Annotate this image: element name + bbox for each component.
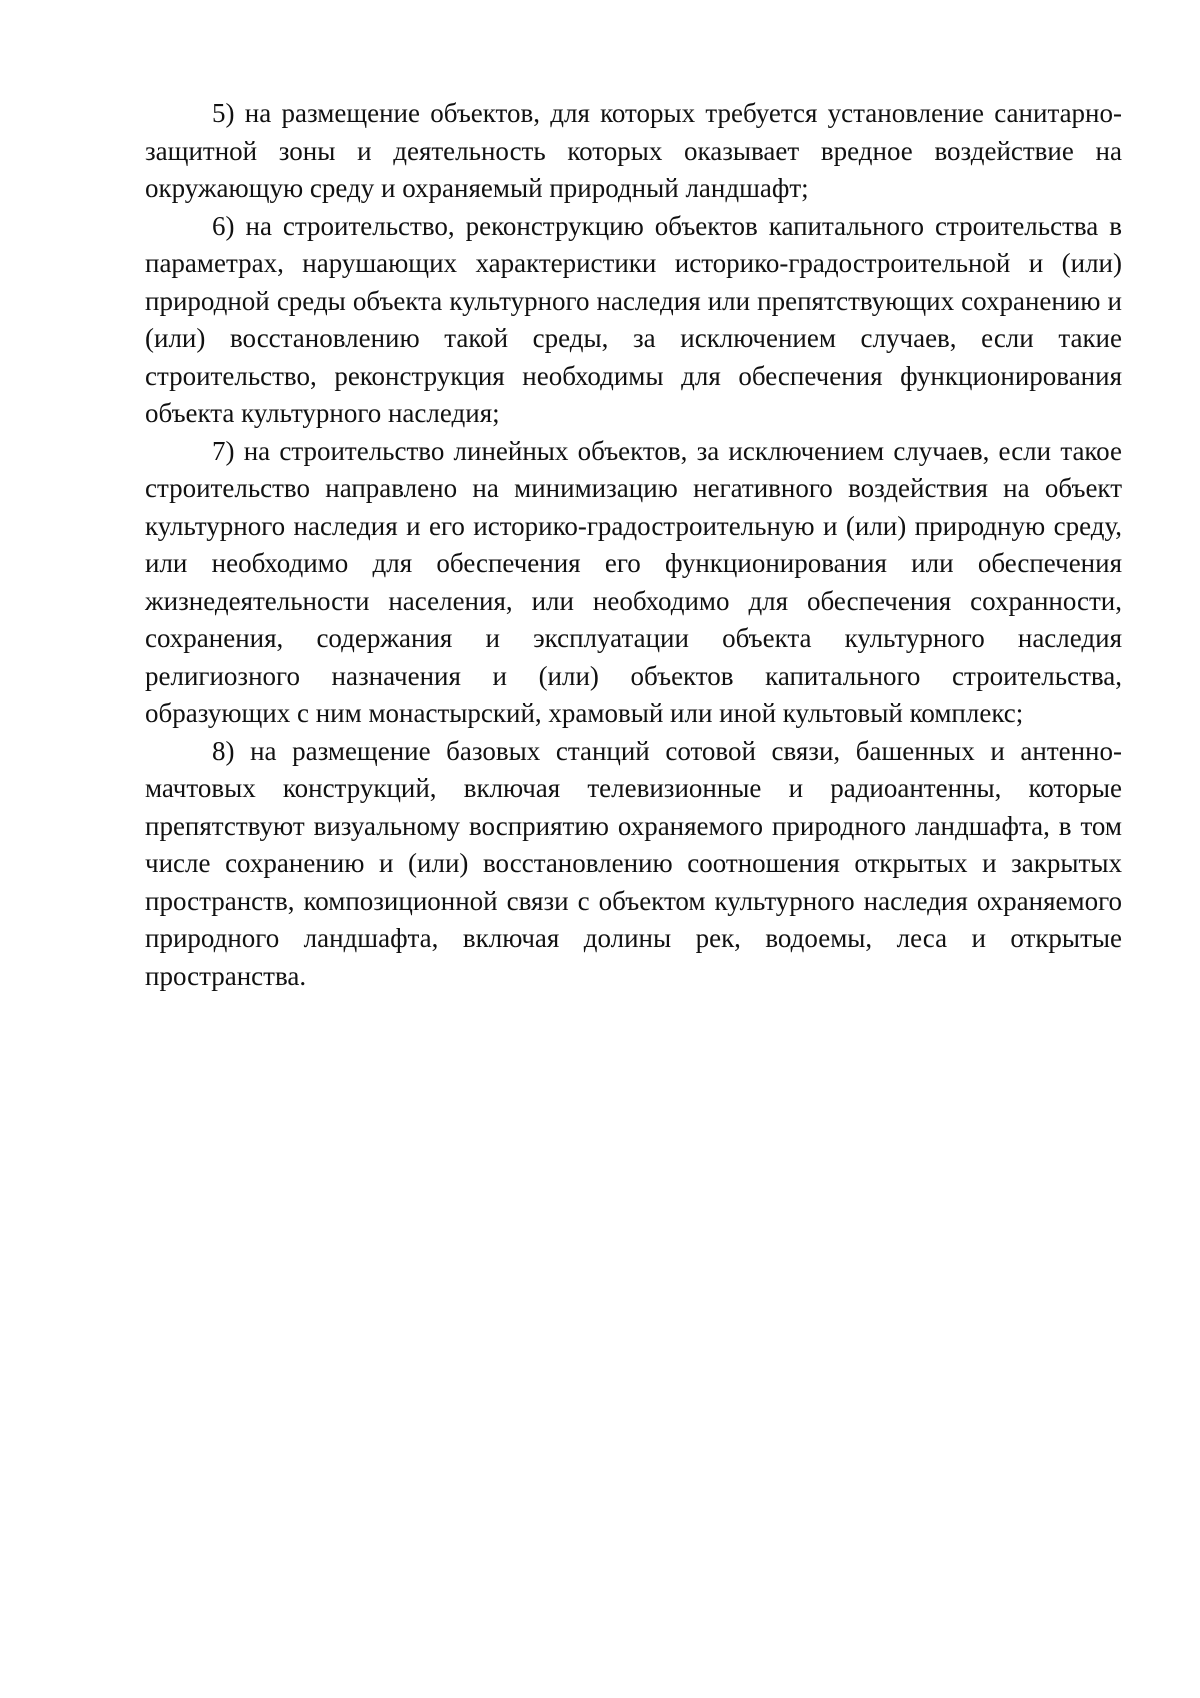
paragraph-item-8: 8) на размещение базовых станций сотовой связи, башенных и антенно-мачтовых конструкций, включая телевизионные и радиоантенны, которые препятствуют визуальному восприятию охраняемого природного ландшафта, в том числе сохранению и (или) восстановлению соотношения открытых и закрытых пространств, композиционной связи с объектом культурного наследия охраняемого природного ландшафта, включая долины рек, водоемы, леса и открытые пространства. (145, 735, 1122, 991)
paragraph-item-6: 6) на строительство, реконструкцию объектов капитального строительства в параметрах, нарушающих характеристики историко-градостроительной и (или) природной среды объекта культурного наследия или препятствующих сохранению и (или) восстановлению такой среды, за исключением случаев, если такие строительство, реконструкция необходимы для обеспечения функционирования объекта культурного наследия; (145, 210, 1122, 428)
paragraph-item-5: 5) на размещение объектов, для которых требуется установление санитарно-защитной зоны и деятельность которых оказывает вредное воздействие на окружающую среду и охраняемый природный ландшафт; (145, 98, 1122, 203)
paragraph-item-7: 7) на строительство линейных объектов, за исключением случаев, если такое строительство направлено на минимизацию негативного воздействия на объект культурного наследия и его историко-градостроительную и (или) природную среду, или необходимо для обеспечения его функционирования или обеспечения жизнедеятельности населения, или необходимо для обеспечения сохранности, сохранения, содержания и эксплуатации объекта культурного наследия религиозного назначения и (или) объектов капитального строительства, образующих с ним монастырский, храмовый или иной культовый комплекс; (145, 435, 1122, 728)
document-body (145, 95, 1122, 995)
